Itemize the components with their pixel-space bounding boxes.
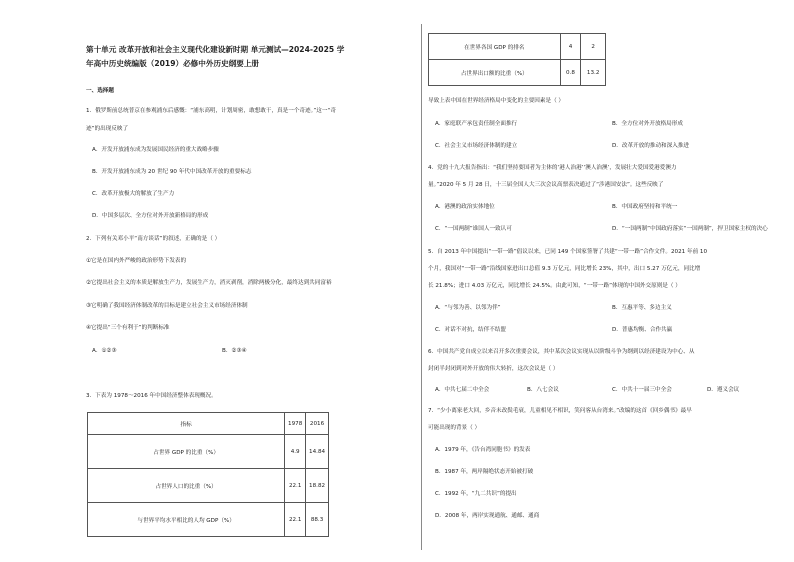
table-row [88,503,329,537]
question-1-option-b[interactable]: B．开发开放浦东成为 20 世纪 90 年代中国改革开放的重要标志 [92,169,252,175]
question-6-option-d[interactable]: D．遵义会议 [707,387,740,393]
question-4-option-a[interactable]: A．港澳的政治实体地位 [435,204,495,210]
table-cell: 占世界 GDP 的比重（%） [88,435,285,469]
question-1-option-a[interactable]: A．开发开放浦东成为发展国民经济的重大战略步骤 [92,147,219,153]
table-cell: 0.8 [560,60,581,86]
table-cell: 与世界平均水平相比的人均 GDP（%） [88,503,285,537]
question-4-stem-line-1: 4．党的十九大报告指出：“我们坚持要国者为主体的‘港人治港’‘澳人治澳’，发展壮大爱国爱港爱澳力 [428,165,677,171]
table-row [429,60,606,86]
question-1-stem-line-1: 1．俄罗斯前总统普京在参观浦东后感慨：“浦东高明，计划周密，敢想敢干，真是一个奇迹。”这一“奇 [86,108,336,114]
table-row [88,435,329,469]
question-5-option-a[interactable]: A．“与邻为善、以邻为伴” [435,305,501,311]
table-cell: 88.3 [306,503,329,537]
question-2-item-1: ①它是在国内外严峻的政治形势下发表的 [86,258,187,264]
question-5-option-b[interactable]: B．互惠平等、多边主义 [612,305,672,311]
question-7-option-b[interactable]: B．1987 年，两岸隔绝状态开始被打破 [435,469,534,475]
question-4-option-c[interactable]: C．“一国两制”谁国人一致认可 [435,226,512,232]
question-7-stem-line-2: 可能出现的背景（ ） [428,425,481,431]
question-3-tail: 导致上表中国在世界经济格局中变化的主要因素是（ ） [428,98,565,104]
question-7-option-d[interactable]: D．2008 年，两岸实现通航、通邮、通商 [435,513,540,519]
table-header-indicator: 指标 [88,413,285,435]
question-1-stem-line-2: 迹”的出现反映了 [86,126,129,132]
question-5-option-c[interactable]: C．对话不对抗，结伴不结盟 [435,327,507,333]
paper-title-line-2: 年高中历史统编版（2019）必修中外历史纲要上册 [86,59,260,68]
question-6-stem-line-1: 6．中国共产党自成立以来召开多次重要会议，其中某次会议实现从以阶级斗争为纲到以经济建设为中心、从 [428,349,695,355]
question-2-item-2: ②它提出社会主义的本质是解放生产力，发展生产力，消灭剥削，消除两极分化，最终达到共同富裕 [86,280,332,286]
table-cell: 22.1 [285,503,306,537]
question-7-option-c[interactable]: C．1992 年，“九二共识”的提出 [435,491,517,497]
question-6-option-b[interactable]: B．八七会议 [527,387,559,393]
question-4-option-d[interactable]: D．“一国两制”中国政府落实“一国两制”，捍卫国家主权的决心 [612,226,768,232]
question-5-line-2: 个月，我国对“一带一路”沿线国家进出口总值 9.3 万亿元，同比增长 23%，其中，出口 5.27 万亿元，同比增 [428,266,701,272]
question-3-option-d[interactable]: D．改革开放的推动和深入推进 [612,143,690,149]
question-5-line-3: 长 21.8%；进口 4.03 万亿元，同比增长 24.5%。由此可知，“一带一路”体现的中国外交原则是（ ） [428,283,681,289]
question-4-option-b[interactable]: B．中国政府坚持和平统一 [612,204,678,210]
question-2-stem: 2．下列有关邓小平“南方谈话”的叙述，正确的是（ ） [86,236,221,242]
table-header-1978: 1978 [285,413,306,435]
table-cell: 13.2 [581,60,606,86]
question-3-option-a[interactable]: A．家庭联产承包责任制全面推行 [435,121,518,127]
section-heading: 一、选择题 [86,88,114,94]
economy-table-continued [428,33,606,86]
table-cell: 14.84 [306,435,329,469]
table-header-2016: 2016 [306,413,329,435]
table-cell: 占世界人口的比重（%） [88,469,285,503]
table-row [429,34,606,60]
table-cell: 4.9 [285,435,306,469]
table-cell: 4 [560,34,581,60]
table-cell: 22.1 [285,469,306,503]
question-6-option-a[interactable]: A．中共七届二中全会 [435,387,490,393]
question-7-option-a[interactable]: A．1979 年，《告台湾同胞书》的发表 [435,447,531,453]
table-cell: 在世界各国 GDP 的排名 [429,34,561,60]
table-header-row [88,413,329,435]
column-divider [421,24,422,550]
table-cell: 2 [581,34,606,60]
question-2-option-a[interactable]: A．①②③ [92,348,117,354]
question-2-option-b[interactable]: B．②③④ [222,348,247,354]
paper-title-line-1: 第十单元 改革开放和社会主义现代化建设新时期 单元测试—2024-2025 学 [86,45,345,54]
question-6-option-c[interactable]: C．中共十一届三中全会 [612,387,672,393]
question-2-item-4: ④它提出“三个有利于”的判断标准 [86,325,170,331]
question-3-option-b[interactable]: B．全方位对外开放格局形成 [612,121,683,127]
table-cell: 占世界出口额的比重（%） [429,60,561,86]
question-2-item-3: ③它明确了我国经济体制改革的目标是建立社会主义市场经济体制 [86,303,248,309]
question-3-stem: 3．下表为 1978～2016 年中国经济整体表现概况。 [86,393,217,399]
table-row [88,469,329,503]
question-1-option-d[interactable]: D．中国多层次、全方位对外开放新格局的形成 [92,213,209,219]
question-3-option-c[interactable]: C．社会主义市场经济体制的建立 [435,143,518,149]
question-5-option-d[interactable]: D．普惠均衡、合作共赢 [612,327,673,333]
question-6-stem-line-2: 封闭半封闭到对外开放的伟大转折，这次会议是（ ） [428,366,559,372]
table-cell: 18.82 [306,469,329,503]
question-1-option-c[interactable]: C．改革开放极大的解放了生产力 [92,191,175,197]
economy-table [87,412,329,537]
question-4-stem-line-2: 量。”2020 年 5 月 28 日，十三届全国人大三次会议高票表决通过了“涉港国安法”。这些反映了 [428,182,664,188]
question-7-stem-line-1: 7．“少小离家老大回，乡音未改鬓毛衰，儿童相见不相识，笑问客从台湾来。”改编的这首《回乡偶书》最早 [428,408,692,414]
question-5-line-1: 5．自 2013 年中国提出“一带一路”倡议以来，已同 149 个国家签署了共建“一带一路”合作文件。2021 年前 10 [428,249,708,255]
